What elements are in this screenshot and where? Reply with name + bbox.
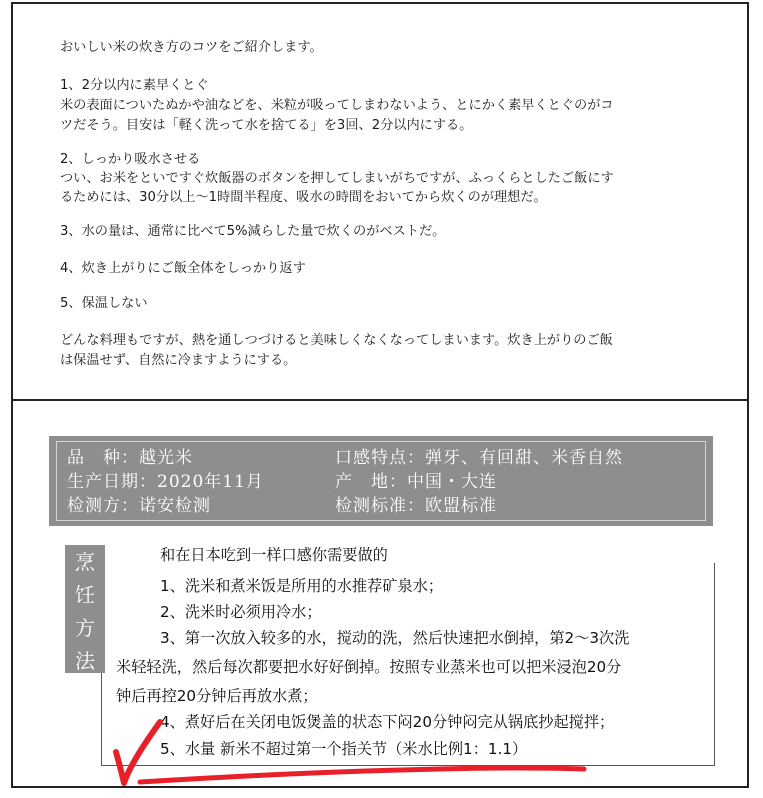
tip2-line1: つい、お米をといですぐ炊飯器のボタンを押してしまいがちですが、ふっくらとしたご飯にす [60, 171, 614, 186]
tip5-title: 5、保温しない [60, 296, 148, 311]
tip5-line1: どんな料理もですが、熱を通しつづけると美味しくなくなってしまいます。炊き上がりのご飯 [60, 333, 613, 348]
method-step3-line2: 米轻轻洗，然后每次都要把水好好倒掉。按照专业蒸米也可以把米浸泡20分 [116, 658, 622, 676]
spec-variety: 品 种：越光米 [67, 448, 193, 468]
checkmark-icon [116, 722, 160, 783]
tip4-text: 4、炊き上がりにご飯全体をしっかり返す [60, 261, 306, 276]
method-step5: 5、水量 新米不超过第一个指关节（米水比例1：1.1） [160, 740, 528, 758]
method-step4: 4、煮好后在关闭电饭煲盖的状态下闷20分钟闷完从锅底抄起搅拌； [160, 713, 615, 731]
intro-text: おいしい米の炊き方のコツをご紹介します。 [60, 40, 323, 55]
tip1-line1: 米の表面についたぬかや油などを、米粒が吸ってしまわないよう、とにかく素早くとぐのがコ [60, 98, 614, 113]
method-step1: 1、洗米和煮米饭是所用的水推荐矿泉水； [160, 577, 444, 595]
method-label-char: 烹 [75, 550, 95, 574]
spec-taste: 口感特点：弹牙、有回甜、米香自然 [335, 448, 623, 468]
method-intro: 和在日本吃到一样口感你需要做的 [160, 546, 388, 564]
method-step3-line1: 3、第一次放入较多的水，搅动的洗，然后快速把水倒掉，第2～3次洗 [160, 629, 630, 647]
tip3-text: 3、水の量は、通常に比べて5%減らした量で炊くのがベストだ。 [60, 224, 446, 239]
tip5-line2: は保温せず、自然に冷ますようにする。 [60, 353, 297, 368]
method-step2: 2、洗米时必须用冷水； [160, 603, 322, 621]
tip1-title: 1、2分以内に素早くとぐ [60, 78, 209, 93]
method-label-char: 方 [75, 616, 95, 640]
spec-tester: 检测方：诺安检测 [67, 496, 211, 516]
tip1-line2: ツだそう。目安は「軽く洗って水を捨てる」を3回、2分以内にする。 [60, 118, 473, 133]
tip2-title: 2、しっかり吸水させる [60, 152, 201, 167]
spec-standard: 检测标准：欧盟标准 [335, 496, 497, 516]
method-step3-line3: 钟后再控20分钟后再放水煮； [116, 687, 318, 705]
spec-date: 生产日期：2020年11月 [67, 472, 264, 492]
method-label-char: 饪 [75, 583, 95, 607]
underline-stroke [140, 768, 584, 782]
tip2-line2: るためには、30分以上～1時間半程度、吸水の時間をおいてから炊くのが理想だ。 [60, 190, 547, 205]
method-label-char: 法 [75, 649, 95, 673]
spec-origin: 产 地：中国・大连 [335, 472, 497, 492]
